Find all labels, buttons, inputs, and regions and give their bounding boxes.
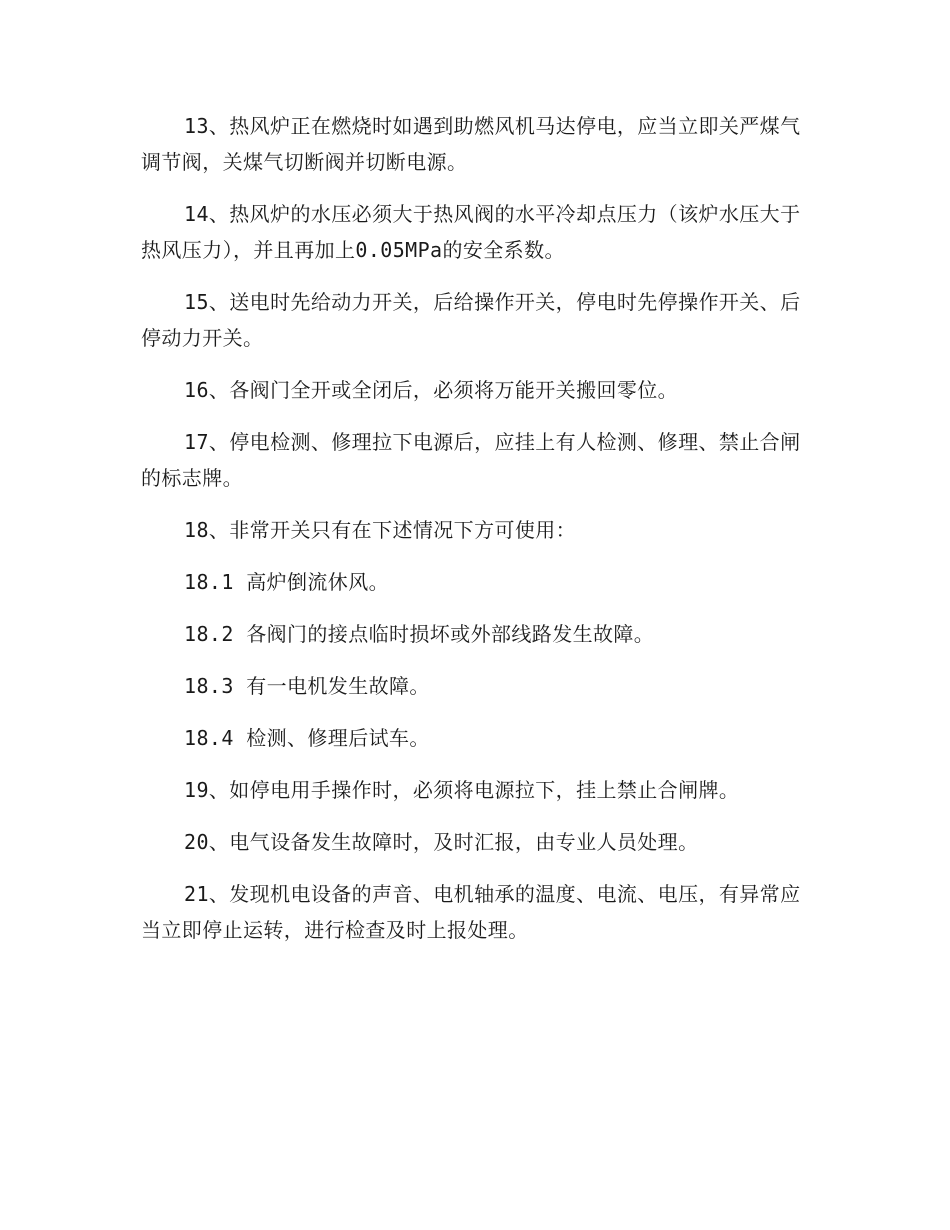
paragraph-13: 13、热风炉正在燃烧时如遇到助燃风机马达停电，应当立即关严煤气调节阀，关煤气切断阀并切断电源。 [141,114,801,174]
paragraph-14: 14、热风炉的水压必须大于热风阀的水平冷却点压力（该炉水压大于热风压力），并且再加上0.05MPa的安全系数。 [141,202,801,262]
paragraph-18-3: 18.3 有一电机发生故障。 [184,674,430,698]
paragraph-18-4: 18.4 检测、修理后试车。 [184,726,430,750]
paragraph-16: 16、各阀门全开或全闭后，必须将万能开关搬回零位。 [184,378,679,402]
paragraph-17: 17、停电检测、修理拉下电源后，应挂上有人检测、修理、禁止合闸的标志牌。 [141,430,801,490]
paragraph-18: 18、非常开关只有在下述情况下方可使用： [184,518,577,542]
document-body [141,108,801,964]
paragraph-21: 21、发现机电设备的声音、电机轴承的温度、电流、电压，有异常应当立即停止运转，进行检查及时上报处理。 [141,882,801,942]
paragraph-20: 20、电气设备发生故障时，及时汇报，由专业人员处理。 [184,830,699,854]
paragraph-15: 15、送电时先给动力开关，后给操作开关，停电时先停操作开关、后停动力开关。 [141,290,801,350]
paragraph-18-1: 18.1 高炉倒流休风。 [184,570,390,594]
paragraph-18-2: 18.2 各阀门的接点临时损坏或外部线路发生故障。 [184,622,655,646]
paragraph-19: 19、如停电用手操作时，必须将电源拉下，挂上禁止合闸牌。 [184,778,740,802]
